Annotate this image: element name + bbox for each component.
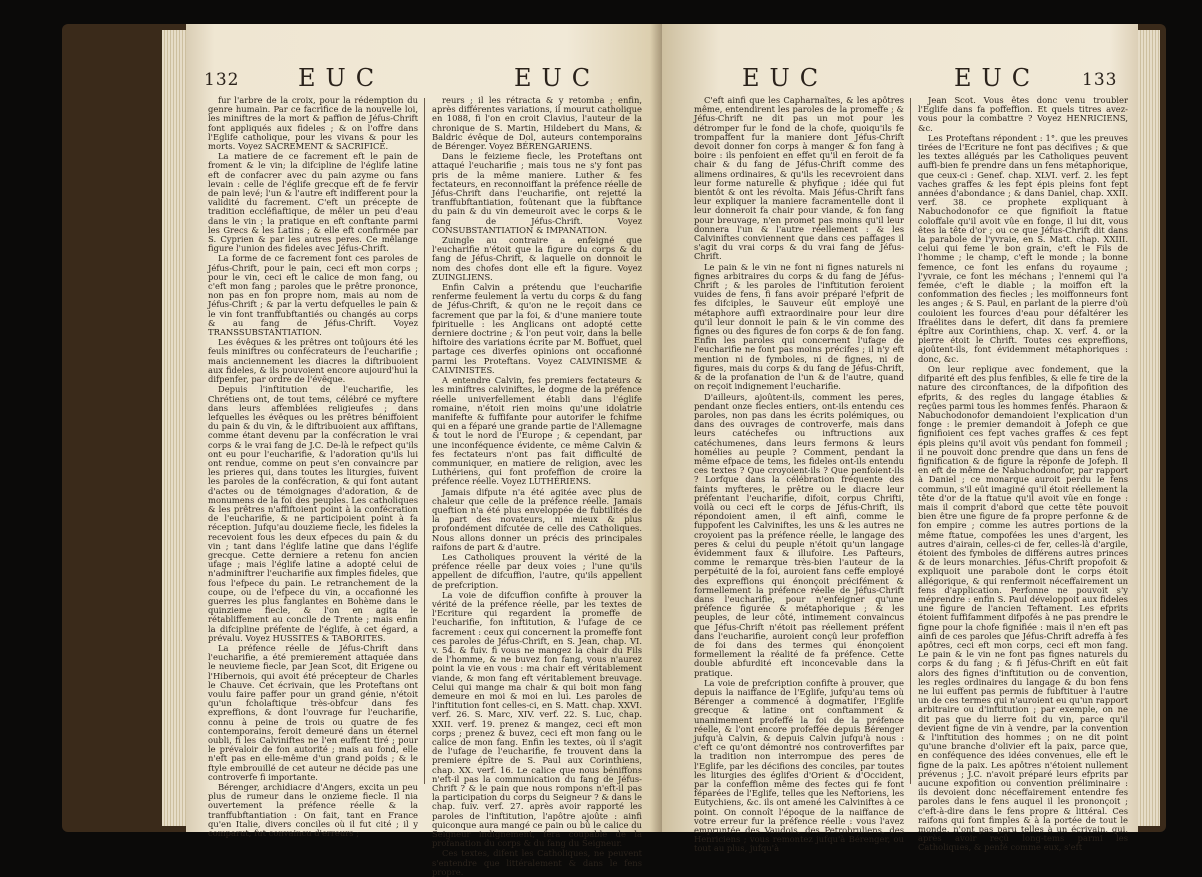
left-running-head-2: EUC (514, 64, 601, 92)
right-column-2 (918, 95, 1128, 853)
left-page (186, 24, 662, 877)
right-page-edges (1138, 30, 1160, 826)
paragraph: La voie de difcuffion confifte à prouver la vérité de la préfence réelle, par les textes de l'Ecriture qui regardent la promeffe de l'eucharifie, fon inftitution, & l'ufage de ce facrement : ceux qui concernent la promeffe font ces paroles de Jéfus-Chrift, en S. Jean, chap. VI. v. 54. & fuiv. fi vous ne mangez la chair du Fils de l'homme, & ne buvez fon fang, vous n'aurez point la vie en vous : ma chair eft véritablement viande, & mon fang eft véritablement breuvage. Celui qui mange ma chair & qui boit mon fang demeure en moi & moi en lui. Les paroles de l'inftitution font celles-ci, en S. Matt. chap. XXVI. verf. 26. S. Marc, XIV. verf. 22. S. Luc, chap. XXII. verf. 19. prenez & mangez, ceci eft mon corps ; prenez & buvez, ceci eft mon fang ou le calice de mon fang. Enfin les textes, où il s'agit de l'ufage de l'eucharifie, fe trouvent dans la premiere épître de S. Paul aux Corinthiens, chap. XX. verf. 16. Le calice que nous béniffons n'eft-il pas la communication du fang de Jéfus-Chrift ? & le pain que nous rompons n'eft-il pas la participation du corps du Seigneur ? & dans le chap. fuiv. verf. 27. après avoir rapporté les paroles de l'inftitution, l'apôtre ajoûte : ainfi quiconque aura mangé ce pain ou bû le calice du Seigneur indignement, fera coupable de la profanation du corps & du fang du Seigneur. (432, 589, 642, 849)
paragraph: La voie de prefcription confifte à prouver, que depuis la naiffance de l'Eglife, jufqu'au tems où Bérenger a commencé à dogmatifer, l'Eglife grecque & latine ont conftamment & unanimement profeffé la foi de la préfence réelle, & l'ont encore profeffée depuis Bérenger jufqu'à Calvin, & depuis Calvin jufqu'à nous : c'eft ce qu'ont démontré nos controverfiftes par la tradition non interrompue des peres de l'Eglife, par les décifions des conciles, par toutes les liturgies des églifes d'Orient & d'Occident, par la confeffion même des fectes qui fe font féparées de l'Eglife, telles que les Neftoriens, les Eutychiens, &c. ils ont amené les Calviniftes à ce point. On connoît l'époque de la naiffance de votre erreur fur la préfence réelle : vous l'avez empruntée des Vaudois, des Petrobruliens, des Henriciens ; vous remontez jufqu'à Bérenger, ou tout au plus, jufqu'à (694, 677, 904, 854)
right-page-number: 133 (1082, 70, 1118, 90)
paragraph: reurs ; il les rétracta & y retomba ; enfin, après différentes variations, il mourut catholique en 1088, fi l'on en croit Clavius, l'auteur de la chronique de S. Martin, Hildebert du Mans, & Baldric évêque de Dol, auteurs contemporains de Bérenger. Voyez BÉRENGARIENS. (432, 95, 642, 152)
paragraph: Jean Scot. Vous êtes donc venu troubler l'Eglife dans fa poffeffion. Et quels titres avez-vous pour la combattre ? Voyez HENRICIENS, &c. (918, 95, 1128, 133)
paragraph: D'ailleurs, ajoûtent-ils, comment les peres, pendant onze fiecles entiers, ont-ils entendu ces paroles, non pas dans les écrits polémiques, ou dans des ouvrages de controverfe, mais dans leurs catéchefes ou inftructions aux catéchumenes, dans leurs fermons & leurs homélies au peuple ? Comment, pendant la même efpace de tems, les fideles ont-ils entendu ces textes ? Que croyoient-ils ? Que penfoient-ils ? Lorfque dans la célébration fréquente des faints myfteres, le prêtre ou le diacre leur préfentant l'eucharifie, difoit, corpus Chrifti, voilà ou ceci eft le corps de Jéfus-Chrift, ils répondoient amen, il eft ainfi, comme le fuppofent les Calviniftes, les uns & les autres ne croyoient pas la préfence réelle, le langage des peres & celui du peuple n'étoit qu'un langage évidemment faux & illufoire. Les Pafteurs, comme le remarque très-bien l'auteur de la perpétuité de la foi, auroient fans ceffe employé des expreffions qui énonçoit précifément & formellement la préfence réelle de Jéfus-Chrift dans l'eucharifie, pour n'enfeigner qu'une préfence figurée & métaphorique ; & les peuples, de leur côté, intimement convaincus que Jéfus-Chrift n'étoit pas réellement préfent dans l'eucharifie, auroient conçû leur profeffion de foi dans des termes qui énonçoient formellement la réalité de fa préfence. Cette double abfurdité eft inconcevable dans la pratique. (694, 391, 904, 678)
paragraph: On leur replique avec fondement, que la difparité eft des plus fenfibles, & elle fe tire de la nature des circonftances, de la difpofition des efprits, & des regles du langage établies & reçûes parmi tous les hommes fenfés. Pharaon & Nabuchodonofor demandoient l'explication d'un fonge : le premier demandoit à Jofeph ce que fignifioient ces fept vaches graffes & ces fept épis pleins qu'il avoit vûs pendant fon fommeil ; il ne pouvoit donc prendre que dans un fens de fignification & de figure la réponfe de Jofeph. Il en eft de même de Nabuchodonofor, par rapport à Daniel ; ce monarque auroit perdu le fens commun, s'il eût imaginé qu'il étoit réellement la tête d'or de la ftatue qu'il avoit vûe en fonge : mais il comprit d'abord que cette tête pouvoit bien être une figure de fa propre perfonne & de fon empire ; comme les autres portions de la même ftatue, compofées les unes d'argent, les autres d'airain, celles-ci de fer, celles-là d'argile, étoient des fymboles de différens autres princes & de leurs monarchies. Jéfus-Chrift propofoit & expliquoit une parabole dont le corps étoit allégorique, & qui renfermoit néceffairement un fens d'application. Perfonne ne pouvoit s'y méprendre : enfin S. Paul développoit aux fideles une figure de l'ancien Teftament. Les efprits étoient fuffifamment difpofés à ne pas prendre le figne pour la chofe fignifiée : mais il n'en eft pas ainfi de ces paroles que Jéfus-Chrift adreffa à fes apôtres, ceci eft mon corps, ceci eft mon fang. Le pain & le vin ne font pas fignes naturels du corps & du fang ; & fi Jéfus-Chrift en eût fait alors des fignes d'inftitution ou de convention, les regles ordinaires du langage & du bon fens ne lui euffent pas permis de fubftituer à l'autre un de ces termes qui n'auroient eu qu'un rapport arbitraire ou d'inftitution ; par exemple, on ne dit pas que du lierre foit du vin, parce qu'il devient figne de vin à vendre, par la convention & l'inftitution des hommes ; on ne dit point qu'une branche d'olivier eft la paix, parce que, en conféquence des idées convenues, elle eft le figne de la paix. Les apôtres n'étoient nullement prévenus ; J.C. n'avoit préparé leurs efprits par aucune expofition ou convention préliminaire : ils devoient donc néceffairement entendre fes paroles dans le fens auquel il les prononçoit ; c'eft-à-dire dans le fens propre & littéral. Ces raifons qui font fimples & à la portée de tout le monde, n'ont pas paru telles à un écrivain, qui, après avoir reçû long-tems parmi les Catholiques, & penfé comme eux, s'eft (918, 363, 1128, 853)
paragraph: Ces textes, difent les Catholiques, ne peuvent s'entendre que littéralement & dans le fens propre. (432, 848, 642, 877)
left-column-2 (432, 95, 642, 877)
column-divider (424, 98, 425, 784)
right-running-head-2: EUC (954, 64, 1041, 92)
paragraph: La préfence réelle de Jéfus-Chrift dans l'eucharifie, a été premierement attaquée dans le neuvieme fiecle, par Jean Scot, dit Erigene ou l'Hibernois, qui avoit été précepteur de Charles le Chauve. Cet écrivain, que les Proteftans ont voulu faire paffer pour un grand génie, n'étoit qu'un fcholaftique très-obfcur dans fes expreffions, & dont l'ouvrage fur l'eucharifie, connu à peine de trois ou quatre de fes contemporains, feroit demeuré dans un éternel oubli, fi les Calviniftes ne l'en euffent tiré ; pour le prévaloir de fon autorité ; mais au fond, elle n'eft pas en elle-même d'un grand poids ; & le ftyle embrouillé de cet auteur ne décide pas une controverfe fi importante. (208, 642, 418, 782)
open-book (62, 24, 1166, 877)
paragraph: A entendre Calvin, fes premiers fectateurs & les miniftres calviniftes, le dogme de la préfence réelle univerfellement établi dans l'églife romaine, n'étoit rien moins qu'une idolatrie manifefte & fuffifante pour autorifer le fchifme qui en a féparé une grande partie de l'Allemagne & tout le nord de l'Europe ; & cependant, par une inconféquence évidente, ce même Calvin & fes fectateurs n'ont pas fait difficulté de communiquer, en matiere de religion, avec les Luthériens, qui font profeffion de croire la préfence réelle. Voyez LUTHÉRIENS. (432, 375, 642, 487)
paragraph: Jamais difpute n'a été agitée avec plus de chaleur que celle de la préfence réelle. Jamais queftion n'a été plus enveloppée de fubtilités de la part des novateurs, ni mieux & plus profondément difcutée de celle des Catholiques. Nous allons donner un précis des principales raifons de part & d'autre. (432, 486, 642, 552)
paragraph: Enfin Calvin a prétendu que l'eucharifie renferme feulement la vertu du corps & du fang de Jéfus-Chrift, & qu'on ne le reçoit dans ce facrement que par la foi, & d'une maniere toute fpirituelle : les Anglicans ont adopté cette derniere doctrine ; & l'on peut voir, dans la belle hiftoire des variations écrite par M. Boffuet, quel partage ces diverfes opinions ont occafionné parmi les Proteftans. Voyez CALVINISME & CALVINISTES. (432, 282, 642, 375)
paragraph: fur l'arbre de la croix, pour la rédemption du genre humain. Par ce facrifice de la nouvelle loi, les miniftres de la mort & paffion de Jéfus-Chrift font appliqués aux fideles ; & on l'offre dans l'Eglife catholique, pour les vivans & pour les morts. Voyez SACREMENT & SACRIFICE. (208, 95, 418, 152)
paragraph: Les Proteftans répondent : 1°. que les preuves tirées de l'Ecriture ne font pas décifives ; & que les textes allégués par les Catholiques peuvent auffi-bien fe prendre dans un fens métaphorique, que ceux-ci : Genef. chap. XLVI. verf. 2. les fept vaches graffes & les fept épis pleins font fept années d'abondance ; & dans Daniel, chap. XXII. verf. 38. ce prophete expliquant à Nabuchodonofor ce que fignifioit la ftatue coloffale qu'il avoit vûe en fonge, il lui dit, vous êtes la tête d'or ; ou ce que Jéfus-Chrift dit dans la parabole de l'yvraie, en S. Matt. chap. XXIII. celui qui feme le bon grain, c'eft le Fils de l'homme ; le champ, c'eft le monde ; la bonne femence, ce font les enfans du royaume ; l'yvraie, ce font les méchans ; l'ennemi qui l'a femée, c'eft le diable ; la moiffon eft la confommation des fiecles ; les moiffonneurs font les anges ; & S. Paul, en parlant de la pierre d'où couloient les fources d'eau pour défaltérer les Ifraélites dans le defert, dit dans fa premiere épître aux Corinthiens, chap. X. verf. 4. or la pierre étoit le Chrift. Toutes ces expreffions, ajoûtent-ils, font évidemment métaphoriques : donc, &c. (918, 132, 1128, 364)
paragraph: C'eft ainfi que les Capharnaïtes, & les apôtres même, entendirent les paroles de la promeffe ; & Jéfus-Chrift ne dit pas un mot pour les détromper fur le fond de la chofe, quoiqu'ils fe trompaffent fur la maniere dont Jéfus-Chrift devoit donner fon corps à manger & fon fang à boire : ils penfoient en effet qu'il en feroit de fa chair & du fang de Jéfus-Chrift comme des alimens ordinaires, & qu'ils les recevroient dans leur forme naturelle & phyfique ; idée qui fut bientôt & ont les révolta. Mais Jéfus-Chrift fans leur expliquer la maniere facramentelle dont il leur donneroit fa chair pour viande, & fon fang pour breuvage, n'en promet pas moins qu'il leur donnera l'un & l'autre réellement : & les Calviniftes conviennent que dans ces paffages il s'agit du vrai corps & du vrai fang de Jéfus-Chrift. (694, 95, 904, 262)
paragraph: La forme de ce facrement font ces paroles de Jéfus-Chrift, pour le pain, ceci eft mon corps ; pour le vin, ceci eft le calice de mon fang, ou c'eft mon fang ; paroles que le prêtre prononce, non pas en fon propre nom, mais au nom de Jéfus-Chrift ; & par la vertu defquelles le pain & le vin font tranffubftantiés ou changés au corps & au fang de Jéfus-Chrift. Voyez TRANSSUBSTANTIATION. (208, 253, 418, 338)
left-running-head-1: EUC (298, 64, 385, 92)
left-page-edges (162, 30, 186, 826)
column-divider (910, 98, 911, 784)
paragraph: Le pain & le vin ne font ni fignes naturels ni fignes arbitraires du corps & du fang de Jéfus-Chrift ; & les paroles de l'inftitution feroient vuides de fens, fi fans avoir préparé l'efprit de fes difciples, le Sauveur eût employé une métaphore auffi extraordinaire pour leur dire qu'il leur donnoit le pain & le vin comme des fignes ou des figures de fon corps & de fon fang. Enfin les paroles qui concernent l'ufage de l'eucharifie ne font pas moins précifes ; il n'y eft mention ni de fymboles, ni de fignes, ni de figures, mais du corps & du fang de Jéfus-Chrift, & de la profanation de l'un & de l'autre, quand on reçoit indignement l'eucharifie. (694, 261, 904, 392)
paragraph: Zuingle au contraire a enfeigné que l'eucharifie n'étoit que la figure du corps & du fang de Jéfus-Chrift, & laquelle on donnoit le nom des chofes dont elle eft la figure. Voyez ZUINGLIENS. (432, 235, 642, 282)
right-column-1 (694, 95, 904, 854)
paragraph: Bérenger, archidiacre d'Angers, excita un peu plus de rumeur dans le onzieme fiecle. Il nia ouvertement la préfence réelle & la tranffubftantiation : On fait, tant en France qu'en Italie, divers conciles où il fut cité ; il y comparut, fut convaincu d'erreurs ; (208, 782, 418, 839)
paragraph: Dans le feizieme fiecle, les Proteftans ont attaqué l'eucharifie ; mais tous ne s'y font pas pris de la même maniere. Luther & fes fectateurs, en reconnoiffant la préfence réelle de Jéfus-Chrift dans l'eucharifie, ont rejetté la tranffubftantiation, foûtenant que la fubftance du pain & du vin demeuroit avec le corps & le fang de Jéfus-Chrift. Voyez CONSUBSTANTIATION & IMPANATION. (432, 151, 642, 235)
left-page-header (186, 64, 662, 94)
right-running-head-1: EUC (742, 64, 829, 92)
paragraph: Depuis l'inftitution de l'eucharifie, les Chrétiens ont, de tout tems, célébré ce myftere dans leurs affemblées religieufes ; dans lefquelles les évêques ou les prêtres béniffoient du pain & du vin, & le diftribuoient aux affiftans, comme étant devenu par la confécration le vrai corps & le vrai fang de J.C. De-là le refpect qu'ils ont eu pour l'eucharifie, & l'adoration qu'ils lui ont rendue, comme on peut s'en convaincre par les prieres qui, dans toutes les liturgies, fuivent les paroles de la confécration, & qui font autant d'actes ou de témoignages d'adoration, & de monumens de la foi des peuples. Les catholiques & les prêtres n'affiftoient point à la confécration de l'eucharifie, & ne participoient point à fa réception. Jufqu'au douzieme fiecle, les fideles la recevoient fous les deux efpeces du pain & du vin ; tant dans l'églife latine que dans l'églife grecque. Cette derniere a retenu fon ancien ufage ; mais l'églife latine a adopté celui de n'adminiftrer l'eucharifie aux fimples fideles, que fous l'efpece du pain. Le retranchement de la coupe, ou de l'efpece du vin, a occafionné les guerres les plus fanglantes en Bohème dans le quinzieme fiecle, & l'on en agita le rétabliffement au concile de Trente ; mais enfin la difcipline préfente de l'églife, à cet égard, a prévalu. Voyez HUSSITES & TABORITES. (208, 384, 418, 643)
right-page-header (662, 64, 1138, 94)
left-column-1 (208, 95, 418, 839)
paragraph: Les Catholiques prouvent la vérité de la préfence réelle par deux voies ; l'une qu'ils appellent de difcuffion, l'autre, qu'ils appellent de prefcription. (432, 551, 642, 590)
right-page (662, 24, 1138, 854)
paragraph: La matiere de ce facrement eft le pain de froment & le vin; la difcipline de l'églife latine eft de confacrer avec du pain azyme ou fans levain : celle de l'églife grecque eft de fe fervir de pain levé; l'un & l'autre eft indifferent pour la validité du facrement. C'eft un précepte de tradition eccléfiaftique, de mêler un peu d'eau dans le vin ; la pratique en eft conftante parmi les Grecs & les Latins ; & elle eft confirmée par S. Cyprien & par les autres peres. Ce mêlange figure l'union des fideles avec Jéfus-Chrift. (208, 151, 418, 254)
left-page-number: 132 (204, 70, 240, 90)
paragraph: Les évêques & les prêtres ont toûjours été les feuls miniftres ou confécrateurs de l'eucharifie ; mais anciennement les diacres la diftribuoient aux fideles, & ils pouvoient encore aujourd'hui la difpenfer, par ordre de l'évêque. (208, 337, 418, 385)
